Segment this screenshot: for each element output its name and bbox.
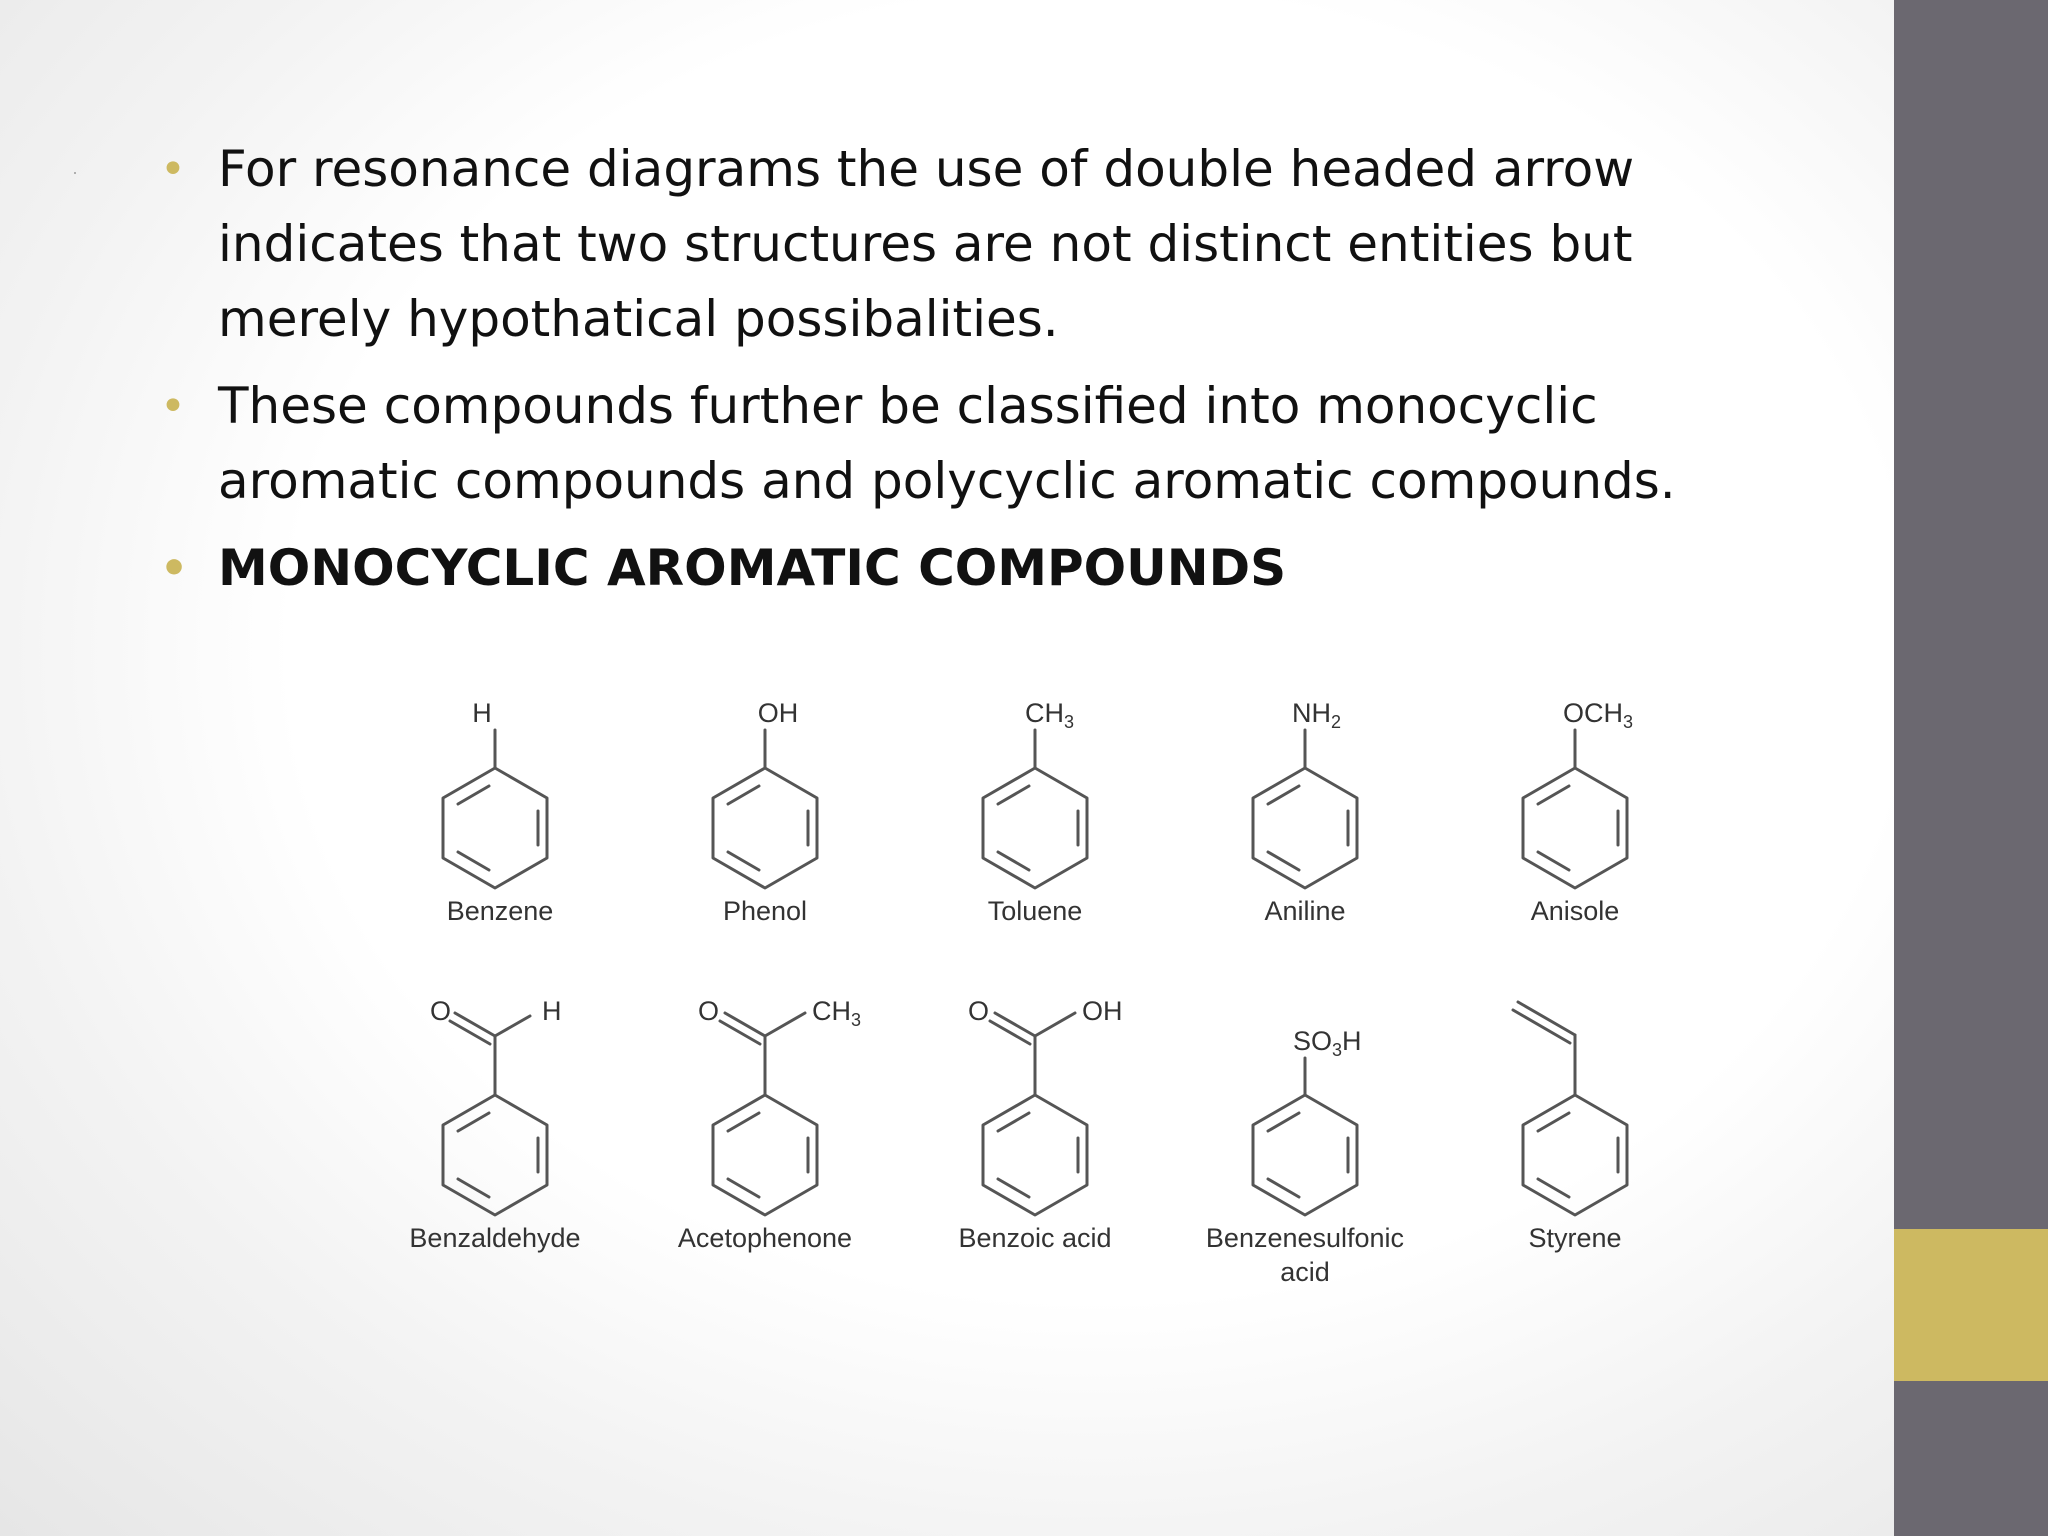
benzene-label: Benzene — [446, 896, 554, 926]
benzene-group: H — [472, 698, 492, 728]
bullet-monocyclic-heading — [160, 531, 1720, 606]
bullet-resonance — [160, 132, 1720, 357]
toluene-ring — [983, 768, 1087, 888]
aniline-structure — [1253, 698, 1357, 926]
anisole-structure — [1523, 698, 1633, 926]
bullet-text: These compounds further be classified into monocyclic aromatic compounds and polycyclic aromatic compounds. — [218, 377, 1676, 510]
benzenesulfonic-group: $SO_3H$ — [1293, 1026, 1362, 1060]
phenol-structure — [713, 698, 817, 926]
decorative-sidebar — [1894, 0, 2048, 1536]
benzenesulfonic-label-line1: Benzenesulfonic — [1205, 1223, 1405, 1253]
toluene-label: Toluene — [987, 896, 1083, 926]
bond-line — [450, 1021, 490, 1044]
benzaldehyde-label: Benzaldehyde — [409, 1223, 581, 1253]
benzaldehyde-structure — [409, 996, 580, 1253]
bond-line — [495, 1016, 530, 1036]
benzene-ring — [443, 768, 547, 888]
phenol-ring — [713, 768, 817, 888]
bullet-dot-icon: • — [160, 381, 186, 432]
phenol-group: OH — [757, 698, 799, 728]
bond-line — [995, 1013, 1035, 1036]
aniline-group: $NH_2$ — [1292, 698, 1342, 732]
bullet-dot-icon: • — [160, 144, 186, 195]
benzene-structure — [443, 698, 553, 926]
styrene-ring — [1523, 1095, 1627, 1215]
benzoic-acid-r-group: OH — [1082, 996, 1123, 1026]
benzoic-acid-ring — [983, 1095, 1087, 1215]
bullet-text: MONOCYCLIC AROMATIC COMPOUNDS — [218, 539, 1287, 597]
benzenesulfonic-label-line2: acid — [1280, 1257, 1330, 1287]
benzaldehyde-ring — [443, 1095, 547, 1215]
bullet-list — [160, 132, 1720, 618]
bond-line — [455, 1013, 495, 1036]
bond-line — [725, 1013, 765, 1036]
styrene-structure — [1513, 1002, 1627, 1253]
bond-line — [990, 1021, 1030, 1044]
acetophenone-ring — [713, 1095, 817, 1215]
benzenesulfonic-acid-structure — [1206, 1026, 1404, 1287]
sidebar-accent-block — [1894, 1229, 2048, 1381]
aniline-ring — [1253, 768, 1357, 888]
bullet-dot-icon: • — [160, 543, 189, 594]
bond-line — [720, 1021, 760, 1044]
anisole-group: $OCH_3$ — [1563, 698, 1634, 732]
benzoic-acid-structure — [958, 996, 1122, 1253]
stray-dot — [74, 172, 76, 174]
phenol-label: Phenol — [722, 896, 808, 926]
bond-line — [765, 1013, 805, 1036]
acetophenone-oxygen: O — [698, 996, 720, 1026]
bullet-text: For resonance diagrams the use of double headed arrow indicates that two structures are not distinct entities but merely hypothatical possibalities. — [218, 140, 1635, 348]
styrene-label: Styrene — [1528, 1223, 1622, 1253]
anisole-ring — [1523, 768, 1627, 888]
acetophenone-r-group: $CH_3$ — [812, 996, 862, 1030]
acetophenone-label: Acetophenone — [677, 1223, 853, 1253]
bond-line — [1035, 1013, 1075, 1036]
bullet-classification — [160, 369, 1720, 519]
aniline-label: Aniline — [1264, 896, 1346, 926]
benzoic-acid-label: Benzoic acid — [958, 1223, 1112, 1253]
anisole-label: Anisole — [1530, 896, 1620, 926]
acetophenone-structure — [678, 996, 861, 1253]
toluene-group: $CH_3$ — [1025, 698, 1075, 732]
benzoic-acid-oxygen: O — [968, 996, 990, 1026]
toluene-structure — [983, 698, 1087, 926]
benzaldehyde-r-group: H — [542, 996, 562, 1026]
benzaldehyde-oxygen: O — [430, 996, 452, 1026]
compound-structures-figure — [380, 680, 1680, 1320]
benzenesulfonic-ring — [1253, 1095, 1357, 1215]
